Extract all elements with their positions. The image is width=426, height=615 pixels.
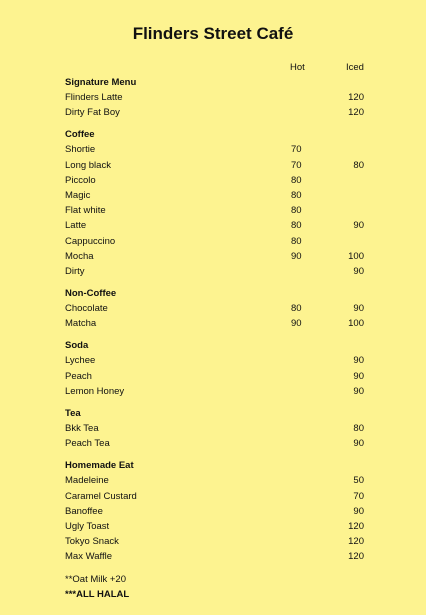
menu-item-row [0, 158, 426, 173]
menu-item-row [0, 369, 426, 384]
menu-item-row [0, 504, 426, 519]
item-name: Caramel Custard [65, 490, 137, 502]
section-title: Coffee [65, 129, 95, 141]
menu-item-row [0, 301, 426, 316]
item-name: Lychee [65, 355, 96, 367]
item-name: Latte [65, 220, 87, 232]
hot-price: 70 [291, 159, 302, 171]
item-name: Peach Tea [65, 438, 110, 450]
item-name: Piccolo [65, 174, 96, 186]
menu-section [0, 406, 426, 451]
item-name: Tokyo Snack [65, 536, 119, 548]
iced-price: 90 [353, 438, 364, 450]
hot-price: 90 [291, 318, 302, 330]
item-name: Peach [65, 370, 92, 382]
iced-price: 120 [348, 107, 364, 119]
hot-price: 80 [291, 189, 302, 201]
menu-sections [0, 75, 426, 572]
iced-price: 70 [353, 490, 364, 502]
item-name: Chocolate [65, 303, 108, 315]
item-name: Magic [65, 189, 91, 201]
section-title: Soda [65, 340, 89, 352]
item-name: Lemon Honey [65, 385, 125, 397]
item-name: Flat white [65, 205, 106, 217]
iced-price: 90 [353, 220, 364, 232]
iced-price: 80 [353, 423, 364, 434]
iced-price: 90 [353, 385, 364, 397]
item-name: Dirty [65, 265, 85, 277]
iced-price: 50 [353, 475, 364, 487]
menu-section [0, 127, 426, 279]
menu-item-row [0, 218, 426, 233]
menu-item-row [0, 384, 426, 399]
item-name: Shortie [65, 144, 96, 156]
iced-price: 90 [353, 370, 364, 382]
menu-section [0, 286, 426, 331]
item-name: Long black [65, 159, 111, 171]
menu-item-row [0, 234, 426, 249]
item-name: Madeleine [65, 475, 109, 487]
section-title: Non-Coffee [65, 288, 117, 300]
menu-section [0, 75, 426, 120]
menu-item-row [0, 249, 426, 264]
menu-item-row [0, 264, 426, 279]
hot-price: 80 [291, 235, 302, 247]
menu-item-row [0, 436, 426, 451]
item-name: Dirty Fat Boy [65, 107, 120, 119]
menu-item-row [0, 534, 426, 549]
iced-price: 90 [353, 303, 364, 315]
menu-section [0, 338, 426, 399]
iced-price: 90 [353, 355, 364, 367]
iced-price: 100 [348, 318, 364, 330]
hot-column-header: Hot [290, 62, 305, 73]
iced-price: 120 [348, 551, 364, 563]
item-name: Banoffee [65, 505, 103, 517]
menu-item-row [0, 105, 426, 120]
menu-item-row [0, 519, 426, 534]
menu-section [0, 458, 426, 564]
iced-price: 90 [353, 265, 364, 277]
menu-item-row [0, 142, 426, 157]
iced-price: 120 [348, 92, 364, 103]
menu-item-row [0, 203, 426, 218]
hot-price: 80 [291, 220, 302, 232]
oat-milk-note: **Oat Milk +20 [65, 574, 126, 585]
iced-column-header: Iced [346, 62, 364, 73]
item-name: Max Waffle [65, 551, 112, 563]
hot-price: 90 [291, 250, 302, 262]
item-name: Cappuccino [65, 235, 116, 247]
item-name: Mocha [65, 250, 94, 262]
menu-item-row [0, 173, 426, 188]
hot-price: 80 [291, 205, 302, 217]
menu-item-row [0, 353, 426, 368]
menu-title: Flinders Street Café [132, 24, 294, 43]
section-title: Signature Menu [65, 77, 137, 88]
menu-item-row [0, 90, 426, 105]
menu-item-row [0, 421, 426, 436]
menu-item-row [0, 316, 426, 331]
item-name: Ugly Toast [65, 520, 110, 532]
iced-price: 120 [348, 536, 364, 548]
menu-item-row [0, 473, 426, 488]
halal-note: ***ALL HALAL [65, 589, 130, 600]
iced-price: 80 [353, 159, 364, 171]
iced-price: 120 [348, 520, 364, 532]
menu-item-row [0, 188, 426, 203]
item-name: Matcha [65, 318, 97, 330]
menu-item-row [0, 489, 426, 504]
item-name: Bkk Tea [65, 423, 99, 434]
section-title: Homemade Eat [65, 460, 134, 472]
hot-price: 80 [291, 303, 302, 315]
iced-price: 90 [353, 505, 364, 517]
iced-price: 100 [348, 250, 364, 262]
hot-price: 70 [291, 144, 302, 156]
section-title: Tea [65, 408, 81, 419]
item-name: Flinders Latte [65, 92, 123, 103]
menu-item-row [0, 549, 426, 564]
hot-price: 80 [291, 174, 302, 186]
